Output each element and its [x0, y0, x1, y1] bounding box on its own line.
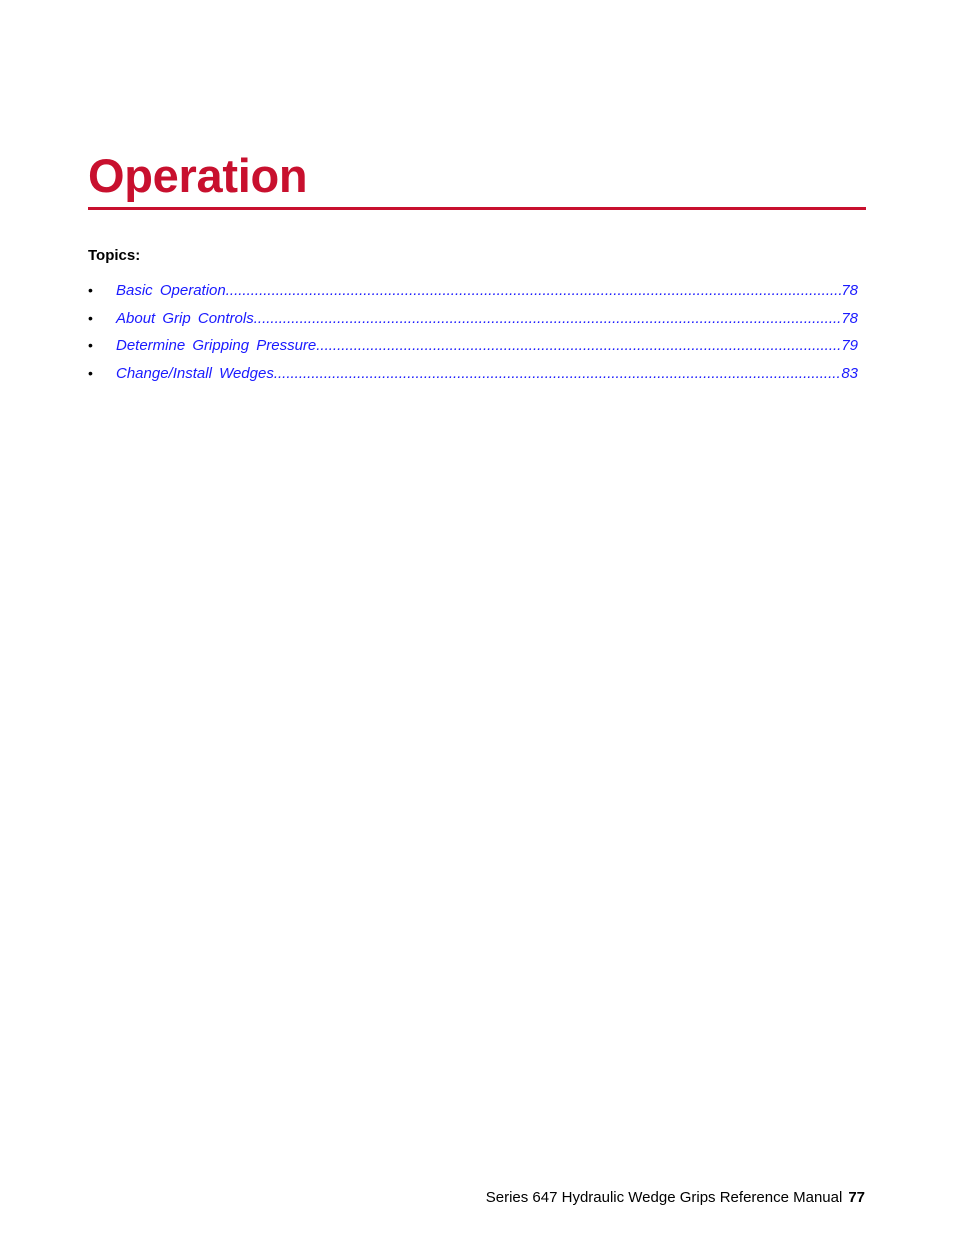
topic-link-change-install-wedges[interactable] — [116, 365, 858, 383]
topic-link-about-grip-controls[interactable] — [116, 310, 858, 328]
bullet-icon: • — [88, 364, 93, 381]
topic-link-determine-gripping-pressure[interactable] — [116, 337, 858, 355]
topic-page-number: 83 — [841, 364, 858, 382]
dot-leader — [274, 365, 841, 383]
manual-title: Series 647 Hydraulic Wedge Grips Reference Manual — [485, 1189, 843, 1206]
page-number: 77 — [848, 1189, 865, 1206]
topic-page-number: 78 — [841, 282, 858, 299]
topic-label: Determine Gripping Pressure — [116, 337, 317, 354]
bullet-icon: • — [88, 337, 93, 353]
topic-page-number: 78 — [841, 309, 858, 327]
dot-leader — [226, 282, 842, 300]
topic-label: Change/Install Wedges — [116, 364, 274, 382]
title-divider — [88, 207, 866, 210]
topic-list-item — [88, 364, 858, 392]
bullet-icon: • — [88, 282, 93, 298]
topics-heading: Topics: — [88, 247, 141, 264]
topic-list-item — [88, 309, 858, 337]
topic-list-item — [88, 336, 858, 364]
topic-label: Basic Operation — [116, 282, 226, 299]
topic-list-item — [88, 281, 858, 309]
topic-label: About Grip Controls — [116, 309, 254, 327]
dot-leader — [254, 310, 842, 328]
dot-leader — [316, 337, 841, 355]
topics-list — [88, 281, 858, 391]
bullet-icon: • — [88, 309, 93, 326]
topic-link-basic-operation[interactable] — [116, 282, 858, 300]
page-footer — [486, 1189, 865, 1207]
chapter-title: Operation — [88, 149, 308, 202]
topic-page-number: 79 — [841, 337, 858, 354]
